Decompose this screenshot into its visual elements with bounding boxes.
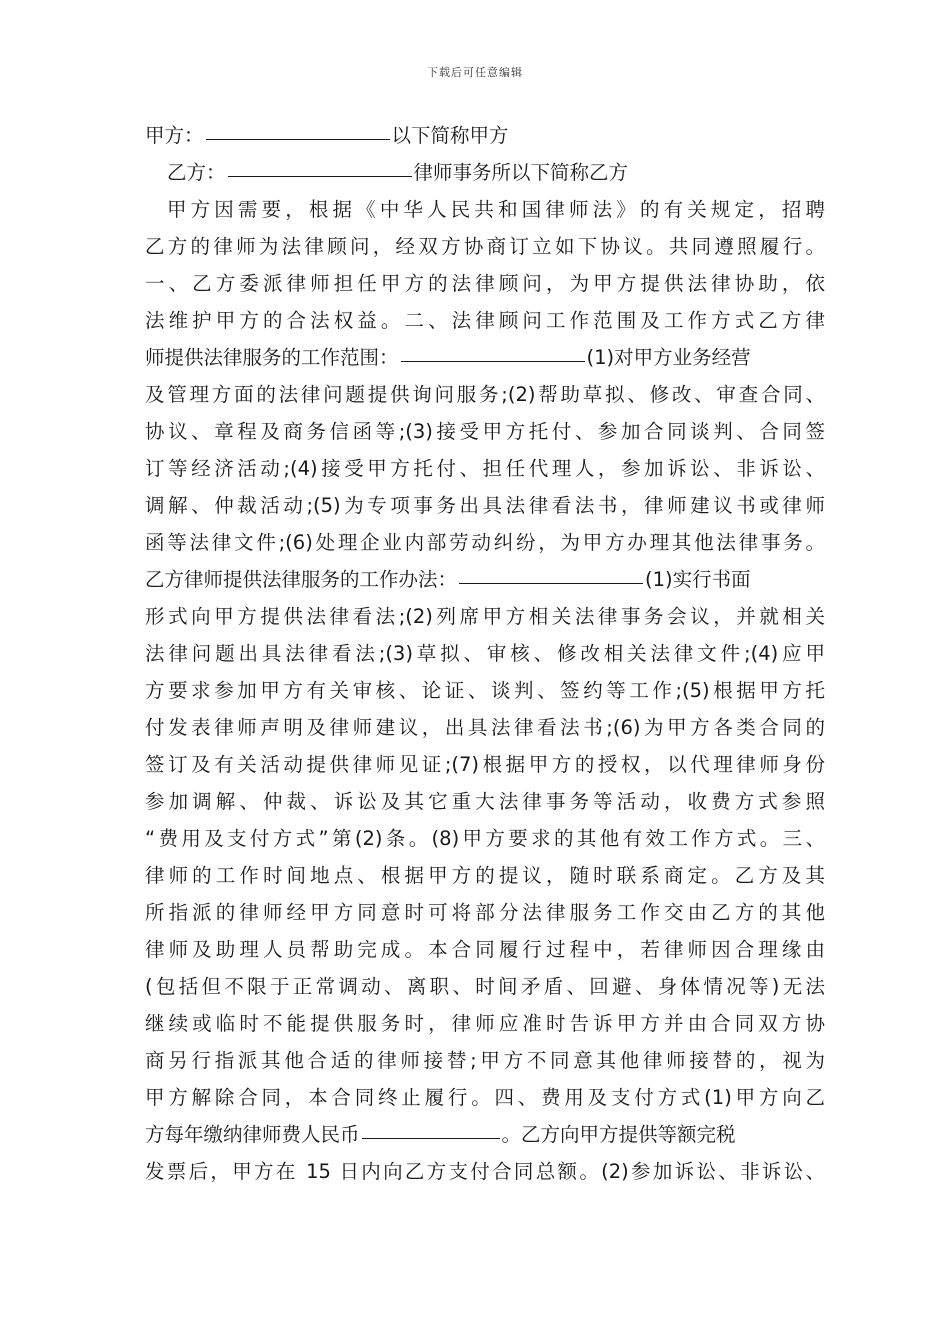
scope-prefix: 师提供法律服务的工作范围： — [145, 346, 399, 369]
paragraph-line: 签订及有关活动提供律师见证;(7)根据甲方的授权，以代理律师身份 — [145, 753, 825, 776]
paragraph-line: 甲方解除合同，本合同终止履行。四、费用及支付方式(1)甲方向乙 — [145, 1086, 825, 1109]
party-b-line — [145, 154, 825, 191]
method-prefix: 乙方律师提供法律服务的工作办法： — [145, 568, 458, 591]
scope-blank[interactable] — [401, 339, 585, 362]
paragraph-line: 订等经济活动;(4)接受甲方托付、担任代理人，参加诉讼、非诉讼、 — [145, 457, 825, 480]
paragraph-line: 函等法律文件;(6)处理企业内部劳动纠纷，为甲方办理其他法律事务。 — [145, 531, 825, 554]
paragraph-line: 甲方因需要，根据《中华人民共和国律师法》的有关规定，招聘 — [167, 198, 825, 221]
method-suffix: (1)实行书面 — [645, 568, 751, 591]
fee-suffix: 。乙方向甲方提供等额完税 — [501, 1123, 736, 1146]
paragraph-line: 法维护甲方的合法权益。二、法律顾问工作范围及工作方式乙方律 — [145, 309, 825, 332]
party-a-line — [145, 117, 825, 154]
paragraph-line: 商另行指派其他合适的律师接替;甲方不同意其他律师接替的，视为 — [145, 1049, 825, 1072]
paragraph-line: 一、乙方委派律师担任甲方的法律顾问，为甲方提供法律协助，依 — [145, 272, 825, 295]
contract-body — [145, 117, 825, 1190]
fee-prefix: 方每年缴纳律师费人民币 — [145, 1123, 360, 1146]
method-line — [145, 561, 825, 598]
party-a-label: 甲方： — [145, 124, 204, 147]
party-b-blank[interactable] — [228, 154, 412, 177]
paragraph-line: 协议、章程及商务信函等;(3)接受甲方托付、参加合同谈判、合同签 — [145, 420, 825, 443]
fee-blank[interactable] — [362, 1116, 500, 1139]
paragraph-line: 及管理方面的法律问题提供询问服务;(2)帮助草拟、修改、审查合同、 — [145, 383, 825, 406]
paragraph-line: 调解、仲裁活动;(5)为专项事务出具法律看法书，律师建议书或律师 — [145, 494, 825, 517]
method-blank[interactable] — [459, 561, 643, 584]
paragraph-line: 乙方的律师为法律顾问，经双方协商订立如下协议。共同遵照履行。 — [145, 235, 825, 258]
paragraph-line: 继续或临时不能提供服务时，律师应准时告诉甲方并由合同双方协 — [145, 1012, 825, 1035]
paragraph-line: 律师及助理人员帮助完成。本合同履行过程中，若律师因合理缘由 — [145, 938, 825, 961]
paragraph-line: “费用及支付方式”第(2)条。(8)甲方要求的其他有效工作方式。三、 — [145, 827, 825, 850]
paragraph-line: (包括但不限于正常调动、离职、时间矛盾、回避、身体情况等)无法 — [145, 975, 825, 998]
party-b-label: 乙方： — [167, 161, 226, 184]
paragraph-line: 发票后，甲方在 15 日内向乙方支付合同总额。(2)参加诉讼、非诉讼、 — [145, 1160, 825, 1183]
header-note: 下载后可任意编辑 — [427, 66, 523, 79]
paragraph-line: 法律问题出具法律看法;(3)草拟、审核、修改相关法律文件;(4)应甲 — [145, 642, 825, 665]
paragraph-line: 方要求参加甲方有关审核、论证、谈判、签约等工作;(5)根据甲方托 — [145, 679, 825, 702]
fee-line — [145, 1116, 825, 1153]
party-b-suffix: 律师事务所以下简称乙方 — [413, 161, 629, 184]
paragraph-line: 付发表律师声明及律师建议，出具法律看法书;(6)为甲方各类合同的 — [145, 716, 825, 739]
paragraph-line: 形式向甲方提供法律看法;(2)列席甲方相关法律事务会议，并就相关 — [145, 605, 825, 628]
party-a-blank[interactable] — [206, 117, 390, 140]
party-a-suffix: 以下简称甲方 — [391, 124, 509, 147]
scope-suffix: (1)对甲方业务经营 — [586, 346, 751, 369]
paragraph-line: 参加调解、仲裁、诉讼及其它重大法律事务等活动，收费方式参照 — [145, 790, 825, 813]
paragraph-line: 所指派的律师经甲方同意时可将部分法律服务工作交由乙方的其他 — [145, 901, 825, 924]
scope-line — [145, 339, 825, 376]
paragraph-line: 律师的工作时间地点、根据甲方的提议，随时联系商定。乙方及其 — [145, 864, 825, 887]
